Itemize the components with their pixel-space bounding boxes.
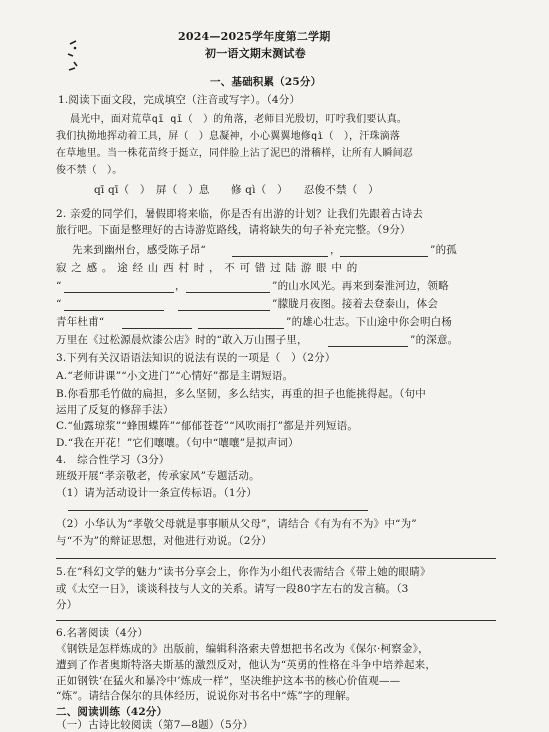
q5-line1: 5.在“科幻文学的魅力”读书分享会上，你作为小组代表需结合《带上她的眼睛》 [56, 566, 431, 578]
binding-marks [66, 34, 106, 94]
q2-blank-7[interactable] [122, 328, 192, 329]
q2-blank-6[interactable] [178, 310, 270, 311]
q6-stem: 6.名著阅读（4分） [56, 627, 149, 639]
q1-answer-blanks[interactable]: qī qī（ ） 屏（ ）息 修 qì（ ） 忍俊不禁（ ） [94, 184, 379, 196]
q2-line5-text: ”的山水风光。再来到秦淮河边，领略 [272, 280, 449, 292]
q5-line2: 或《太空一日》，谈谈科技与人文的关系。请写一段80字左右的发言稿。（3 [56, 583, 409, 595]
q4-intro: 班级开展“孝亲敬老，传承家风”专题活动。 [56, 470, 260, 482]
q2-line3-text-c: ”的孤 [430, 244, 457, 256]
q2-line5-comma: ， [175, 280, 186, 292]
q1-passage-line1: 晨光中，面对荒草qī qī（ ）的角落，老师目光殷切，叮咛我们要认真。 [70, 114, 408, 125]
q4-part2-line1: （2）小华认为“孝敬父母就是事事顺从父母”，请结合《有为有不为》中“为” [56, 518, 417, 530]
q2-blank-3[interactable] [64, 292, 174, 293]
q1-passage-line2: 我们执拗地挥动着工具，屏（ ）息凝神，小心翼翼地修qì（ ），汗珠滴落 [56, 131, 401, 142]
q2-line8-text-a: 万里在《过松源晨炊漆公店》时的“敢入万山围子里， [56, 334, 308, 346]
q4-part1-answer-line[interactable] [68, 510, 368, 511]
q3-option-a[interactable]: A.“老师讲课”“小文进门”“心情好”都是主谓短语。 [56, 370, 294, 382]
q5-line3: 分） [56, 599, 78, 611]
q1-stem: 1.阅读下面文段，完成填空（注音或写字）。（4分） [58, 94, 301, 106]
q6-line1: 《钢铁是怎样炼成的》出版前，编辑科洛索夫曾想把书名改为《保尔·柯察金》， [56, 643, 429, 655]
exam-year-title: 2024—2025学年度第二学期 [178, 30, 331, 43]
q3-option-c[interactable]: C.“仙露琼浆”“蜂围蝶阵”“郁郁苍苍”“风吹雨打”都是并列短语。 [56, 420, 359, 432]
q5-answer-line[interactable] [56, 620, 496, 621]
q4-part2-line2: 与“不为”的辩证思想，对他进行劝说。（2分） [56, 535, 273, 547]
q3-option-b-line1[interactable]: B.你看那毛竹做的扁担，多么坚韧，多么结实，再重的担子也能挑得起。（句中 [56, 388, 427, 400]
q2-line7-text-b: ”的雄心壮志。下山途中你会明白杨 [286, 316, 453, 328]
q2-blank-1[interactable] [232, 256, 328, 257]
exam-subtitle: 初一语文期末测试卷 [205, 47, 306, 60]
q2-line5-quote: “ [56, 280, 62, 292]
section1-heading: 一、基础积累（25分） [210, 76, 322, 88]
q6-line4: “炼”。请结合保尔的具体经历，说说你对书名中“炼”字的理解。 [56, 690, 357, 702]
q2-blank-2[interactable] [340, 256, 428, 257]
section2-heading: 二、阅读训练（42分） [56, 706, 168, 718]
q2-line3-comma: ， [330, 244, 341, 256]
q4-part2-answer-line[interactable] [56, 558, 496, 559]
q3-option-b-line2: 运用了反复的修辞手法） [56, 404, 174, 416]
q3-stem: 3.下列有关汉语语法知识的说法有误的一项是（ ）（2分） [56, 352, 336, 364]
q6-line2: 遭到了作者奥斯特洛夫斯基的激烈反对，他认为“英勇的性格在斗争中培养起来， [56, 659, 437, 671]
q2-line4: 寂之感。途经山西村时，不可错过陆游眼中的 [56, 262, 362, 274]
q2-blank-8[interactable] [198, 328, 284, 329]
q2-line8-text-b: ”的深意。 [410, 334, 459, 346]
q2-blank-5[interactable] [64, 310, 164, 311]
q2-line7-text-a: 青年杜甫“ [56, 316, 105, 328]
q2-stem-line1: 2. 亲爱的同学们，暑假即将来临，你是否有出游的计划？让我们先跟着古诗去 [56, 208, 424, 220]
q3-option-d[interactable]: D.“我在开花！”它们嚷嚷。（句中“嚷嚷”是拟声词） [56, 437, 299, 449]
q4-part1: （1）请为活动设计一条宣传标语。（1分） [56, 487, 258, 499]
q1-passage-line4: 俊不禁（ ）。 [56, 165, 123, 176]
q2-line6-quote: “ [56, 298, 62, 310]
q6-line3: 正如钢铁‘在猛火和暴冷中’炼成一样”，坚决维护这本书的核心价值观—— [56, 675, 401, 687]
q4-stem: 4. 综合性学习（3分） [56, 454, 170, 466]
q2-stem-line2: 旅行吧。下面是整理好的古诗游览路线，请将缺失的句子补充完整。（9分） [56, 224, 411, 236]
q2-line6-text: ”朦胧月夜图。接着去登泰山，体会 [272, 298, 439, 310]
q2-line3-text-a: 先来到幽州台，感受陈子昂“ [72, 244, 206, 256]
section2-subheading: （一）古诗比较阅读（第7—8题）（5分） [56, 719, 254, 731]
q1-passage-line3: 在草地里。当一株花苗终于挺立，同伴脸上沾了泥巴的滑稽样，让所有人瞬间忍 [56, 148, 413, 159]
q2-blank-9[interactable] [328, 346, 408, 347]
q2-blank-4[interactable] [186, 292, 270, 293]
